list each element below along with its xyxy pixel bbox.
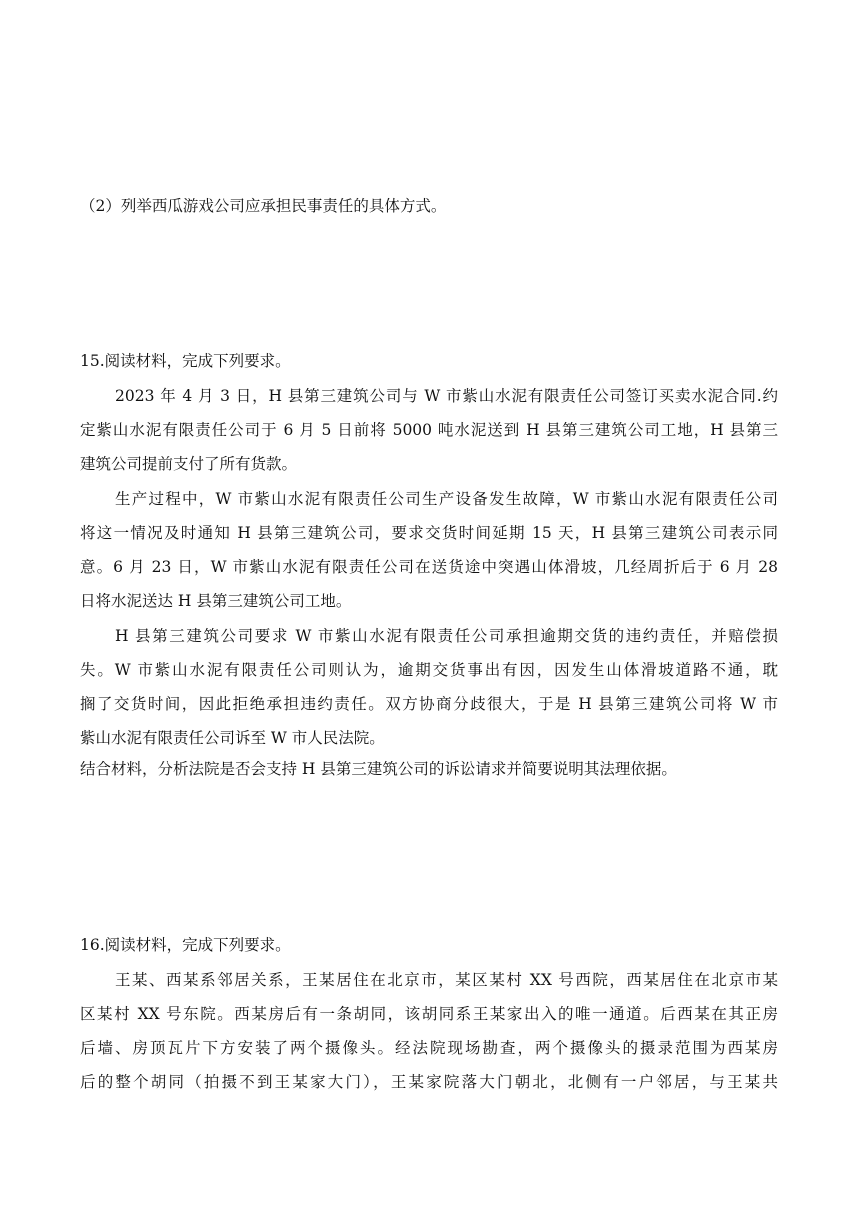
q15-p1-line-1: 2023 年 4 月 3 日，H 县第三建筑公司与 W 市紫山水泥有限责任公司签订买卖水泥合同.约 — [115, 387, 778, 405]
q15-p2-line-2: 将这一情况及时通知 H 县第三建筑公司，要求交货时间延期 15 天，H 县第三建筑公司表示同 — [80, 524, 778, 542]
q16-p1-line-1: 王某、西某系邻居关系，王某居住在北京市，某区某村 XX 号西院，西某居住在北京市某 — [115, 971, 778, 989]
q15-p3-line-3: 搁了交货时间，因此拒绝承担违约责任。双方协商分歧很大，于是 H 县第三建筑公司将 W 市 — [80, 695, 778, 713]
q15-p3-line-1: H 县第三建筑公司要求 W 市紫山水泥有限责任公司承担逾期交货的违约责任，并赔偿损 — [115, 627, 778, 645]
q15-question: 结合材料，分析法院是否会支持 H 县第三建筑公司的诉讼请求并简要说明其法理依据。 — [80, 760, 677, 778]
q16-p1-line-4: 后的整个胡同（拍摄不到王某家大门），王某家院落大门朝北，北侧有一户邻居，与王某共 — [80, 1073, 778, 1091]
q15-heading: 15.阅读材料，完成下列要求。 — [80, 352, 291, 370]
q15-p3-line-2: 失。W 市紫山水泥有限责任公司则认为，逾期交货事出有因，因发生山体滑坡道路不通，耽 — [80, 661, 778, 679]
q15-p2-line-4: 日将水泥送达 H 县第三建筑公司工地。 — [80, 592, 352, 610]
q15-p1-line-3: 建筑公司提前支付了所有货款。 — [80, 455, 298, 473]
q15-p2-line-3: 意。6 月 23 日，W 市紫山水泥有限责任公司在送货途中突遇山体滑坡，几经周折后于 6 月 28 — [80, 558, 778, 576]
q16-p1-line-3: 后墙、房顶瓦片下方安装了两个摄像头。经法院现场勘查，两个摄像头的摄录范围为西某房 — [80, 1039, 778, 1057]
q15-p1-line-2: 定紫山水泥有限责任公司于 6 月 5 日前将 5000 吨水泥送到 H 县第三建筑公司工地，H 县第三 — [80, 421, 778, 439]
q15-p2-line-1: 生产过程中，W 市紫山水泥有限责任公司生产设备发生故障，W 市紫山水泥有限责任公司 — [115, 490, 778, 508]
q16-p1-line-2: 区某村 XX 号东院。西某房后有一条胡同，该胡同系王某家出入的唯一通道。后西某在其正房 — [80, 1005, 778, 1023]
q16-heading: 16.阅读材料，完成下列要求。 — [80, 936, 291, 954]
q15-p3-line-4: 紫山水泥有限责任公司诉至 W 市人民法院。 — [80, 729, 385, 747]
q14-part2-question: （2）列举西瓜游戏公司应承担民事责任的具体方式。 — [80, 197, 447, 215]
